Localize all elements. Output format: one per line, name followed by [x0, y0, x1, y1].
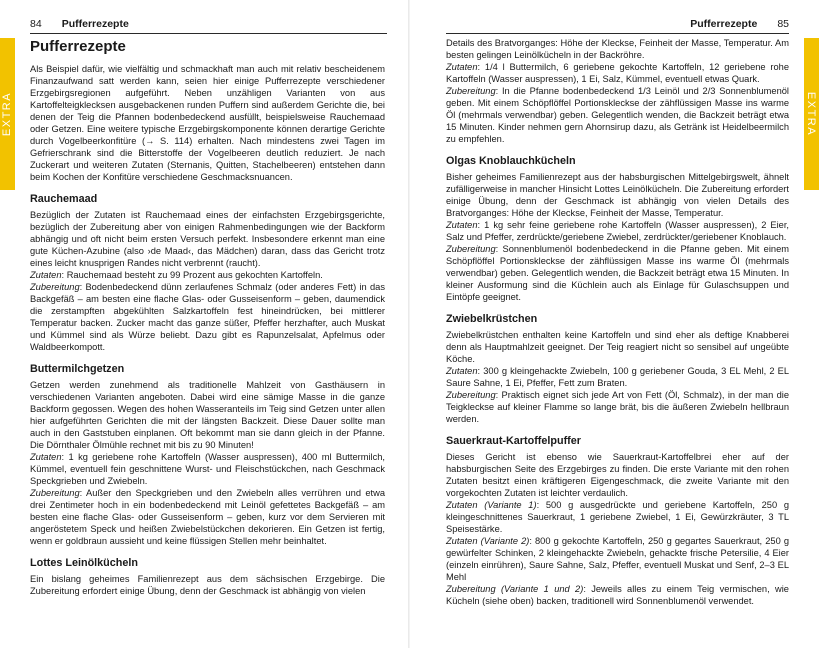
zutaten-variante-1-label: Zutaten (Variante 1)	[446, 500, 537, 510]
sauerkraut-variante-1	[446, 499, 789, 535]
zwiebelkruestchen-zubereitung	[446, 389, 789, 425]
extra-side-tab-left	[0, 38, 15, 190]
section-heading-buttermilchgetzen: Buttermilchgetzen	[30, 363, 125, 375]
header-rule	[30, 33, 387, 34]
page-number: 85	[777, 18, 789, 30]
leinoelkuecheln-zutaten	[446, 61, 789, 85]
section-heading-zwiebelkruestchen: Zwiebelkrüstchen	[446, 313, 538, 325]
zubereitung-label: Zubereitung	[446, 244, 496, 254]
zutaten-variante-1-text: : 500 g ausgedrückte und geriebene Kartoffeln, 250 g kleingeschnittenes Sauerkraut, 1 geriebene Zwiebel, 1 Ei, Gewürzkräuter, 3 TL Speisestärke.	[446, 500, 789, 534]
zubereitung-label: Zubereitung	[446, 86, 496, 96]
zutaten-variante-2-text: : 800 g gekochte Kartoffeln, 250 g gegartes Sauerkraut, 250 g gewürfelter Schinken, 2 kleingehackte Zwiebeln, gehackte frische Petersilie, 4 Eier (einzeln einrühren), Saure Sahne, Salz, Pfeffer, eventuell Muskat und Senf, 2–3 EL Mehl	[446, 536, 789, 582]
zutaten-label: Zutaten	[30, 452, 62, 462]
chapter-title: Pufferrezepte	[30, 38, 126, 55]
running-header-left	[30, 18, 387, 34]
zutaten-text: : Rauchemaad besteht zu 99 Prozent aus gekochten Kartoffeln.	[61, 270, 323, 280]
zwiebelkruestchen-description: Zwiebelkrüstchen enthalten keine Kartoffeln und sind eher als deftige Knabberei denn als Hauptmahlzeit geeignet. Der Teig reagiert nicht so sensibel auf ungeübte Köche.	[446, 330, 789, 364]
olgas-knoblauchkuecheln-zubereitung	[446, 243, 789, 303]
section-heading-lottes-leinoelkuecheln: Lottes Leinölkücheln	[30, 557, 138, 569]
zutaten-label: Zutaten	[446, 366, 478, 376]
rauchemaad-zubereitung	[30, 281, 385, 353]
zutaten-label: Zutaten	[446, 62, 478, 72]
zubereitung-text: : Jeweils alles zu einem Teig vermischen, wie Kücheln (siehe oben) backen, traditionell wird Sonnenblumenöl verwendet.	[446, 584, 789, 606]
left-page-content	[30, 37, 385, 597]
section-heading-olgas-knoblauchkuecheln: Olgas Knoblauchkücheln	[446, 155, 576, 167]
zubereitung-label: Zubereitung	[30, 282, 80, 292]
zubereitung-text: : Sonnenblumenöl bodenbedeckend in die Pfanne geben. Mit einem Schöpflöffel Portionskleckse der zähflüssigen Masse ins warme Öl (mehrmals verwendbar) geben. Gelegentlich wenden, die Backzeit beträgt etwa 15 Minuten. In kleiner Ausformung sind die Küchlein auch als Einlage für Gulaschsuppen und Eintöpfe geeignet.	[446, 244, 789, 302]
zutaten-text: : 1/4 l Buttermilch, 6 geriebene gekochte Kartoffeln, 12 geriebene rohe Kartoffeln (Wasser auspressen), 1 Ei, Salz, Kümmel, eventuell etwas Quark.	[446, 62, 789, 84]
running-head-title: Pufferrezepte	[61, 18, 129, 30]
zubereitung-label: Zubereitung	[30, 488, 80, 498]
intro-paragraph: Als Beispiel dafür, wie vielfältig und schmackhaft man auch mit relativ bescheidenem Finanzaufwand satt werden kann, seien hier einige Pufferrezepte verschiedener Erzgebirgsregionen aufgeführt. Neben unzähligen Varianten von aus Kartoffelteigklecksen ausgebackenen runden Puffern sind außerdem Gerichte die, bei denen der Teig die Pfannen bodenbedeckend ausfüllt, beispielsweise Rauchemaad oder Getzen. Eine weitere typische Erzgebirgskomponente können derartige Gerichte durch Vogelbeerkonfitüre (→ S. 114) erhalten. Nach mindestens zwei Tagen im Gefrierschrank sind die Bitterstoffe der Vogelbeeren deutlich reduziert. Je nach Zuckerart und weiteren Zutaten (Sternanis, Quitten, Stachelbeeren) entstehen dann beim Kochen der Konfitüre verschiedene Geschmacksnuancen.	[30, 64, 385, 182]
rauchemaad-zutaten	[30, 269, 385, 281]
extra-tab-label: EXTRA	[1, 91, 14, 137]
zwiebelkruestchen-zutaten	[446, 365, 789, 389]
leinoelkuecheln-zubereitung	[446, 85, 789, 145]
zutaten-label: Zutaten	[30, 270, 62, 280]
buttermilchgetzen-description: Getzen werden zunehmend als traditionelle Mahlzeit von Gasthäusern in verschiedenen Varianten angeboten. Dabei wird eine sämige Masse in die ganze Backform gegossen. Wegen des hohen Wasseranteils im Teig sind Getzen unter allen hier aufgeführten Gerichten die mit der längsten Backzeit. Diese Dauer sollte man auch in den Gaststuben einplanen. Oft bekommt man sie dann gleich in der Pfanne. Die Dörnthaler Ölmühle rechnet mit bis zu 90 Minuten!	[30, 380, 385, 450]
zutaten-label: Zutaten	[446, 220, 478, 230]
right-page-content	[446, 37, 789, 607]
sauerkraut-zubereitung	[446, 583, 789, 607]
header-rule	[446, 33, 789, 34]
buttermilchgetzen-zubereitung	[30, 487, 385, 547]
leinoelkuecheln-continuation: Details des Bratvorganges: Höhe der Kleckse, Feinheit der Masse, Temperatur. Am besten gelingen Leinölkücheln in der Backröhre.	[446, 38, 789, 60]
section-heading-rauchemaad: Rauchemaad	[30, 193, 98, 205]
sauerkraut-variante-2	[446, 535, 789, 583]
sauerkraut-kartoffelpuffer-description: Dieses Gericht ist ebenso wie Sauerkraut-Kartoffelbrei eher auf der habsburgischen Seite des Erzgebirges zu finden. Die erste Variante mit den rohen Zutaten besitzt einen kräftigeren Eigengeschmack, die zweite Variante mit den vorgekochten Zutaten ist leichter verdaulich.	[446, 452, 789, 498]
rauchemaad-description: Bezüglich der Zutaten ist Rauchemaad eines der einfachsten Erzgebirgsgerichte, bezüglich der Zubereitung aber von einigen Rahmenbedingungen wie der Backform abhängig und oft nicht beim ersten Versuch perfekt. Insbesondere erkennt man eine gute Küchen-Azubine (also ›de Maad‹, das Mädchen) daran, dass das Gericht trotz eines leicht knusprigen Randes nicht verbrennt (raucht).	[30, 210, 385, 268]
left-page	[0, 0, 409, 648]
zutaten-text: : 300 g kleingehackte Zwiebeln, 100 g geriebener Gouda, 3 EL Mehl, 2 EL Saure Sahne, 1 Ei, Pfeffer, Fett zum Braten.	[446, 366, 789, 388]
zubereitung-text: : Außer den Speckgrieben und den Zwiebeln alles verrühren und etwa drei Zentimeter hoch in ein bodenbedeckend mit Leinöl gefettetes Backgefäß – am besten eine flache Glas- oder Gusseisenform – geben, kurz vor dem Servieren mit angeröstetem Speck und heißen Zwiebelstückchen dekorieren. Ein Getzen ist fertig, wenn er goldbraun aussieht und keine flüssigen Stellen mehr beinhaltet.	[30, 488, 385, 546]
buttermilchgetzen-zutaten	[30, 451, 385, 487]
olgas-knoblauchkuecheln-description: Bisher geheimes Familienrezept aus der habsburgischen Mittelgebirgswelt, ähnelt zufälligerweise in mancher Hinsicht Lottes Leinölkücheln. Die Zubereitung erfordert einige Übung, denn der Geschmack ist abhängig von vielen Details des Bratvorganges: Höhe der Kleckse, Feinheit der Masse, Temperatur.	[446, 172, 789, 218]
running-head-title: Pufferrezepte	[690, 18, 758, 30]
zubereitung-label: Zubereitung (Variante 1 und 2)	[446, 584, 584, 594]
extra-tab-label: EXTRA	[805, 91, 818, 137]
zutaten-text: : 1 kg geriebene rohe Kartoffeln (Wasser auspressen), 400 ml Buttermilch, Kümmel, eventuell fein geschnittene Wurst- und Fleischstückchen, nach Geschmack Speckgrieben und Zwiebeln.	[30, 452, 385, 486]
extra-side-tab-right	[804, 38, 819, 190]
running-header-right	[446, 18, 789, 34]
zubereitung-text: : Bodenbedeckend dünn zerlaufenes Schmalz (oder anderes Fett) in das Backgefäß – am besten eine flache Glas- oder Gusseisenform – geben, daumendick die zerstampften abgekühlten Salzkartoffeln fest hineindrücken, bei mittlerer Temperatur backen. Zucker macht das ganze süßer, Pfeffer herzhafter, auch Muskat und Kümmel sind als Würze beliebt. Dazu gibt es Rapunzelsalat, Apfelmus oder Waldbeerkompott.	[30, 282, 385, 352]
section-heading-sauerkraut-kartoffelpuffer: Sauerkraut-Kartoffelpuffer	[446, 435, 581, 447]
right-page	[410, 0, 819, 648]
lottes-leinoelkuecheln-description: Ein bislang geheimes Familienrezept aus dem sächsischen Erzgebirge. Die Zubereitung erfordert einige Übung, denn der Geschmack ist abhängig von vielen	[30, 574, 385, 596]
zubereitung-label: Zubereitung	[446, 390, 496, 400]
zutaten-text: : 1 kg sehr feine geriebene rohe Kartoffeln (Wasser auspressen), 2 Eier, Salz und Pfeffer, zerdrückte/geriebene Zwiebel, zerdrückter/geriebener Knoblauch.	[446, 220, 789, 242]
zutaten-variante-2-label: Zutaten (Variante 2)	[446, 536, 530, 546]
olgas-knoblauchkuecheln-zutaten	[446, 219, 789, 243]
page-number: 84	[30, 18, 42, 30]
zubereitung-text: : Praktisch eignet sich jede Art von Fett (Öl, Schmalz), in der man die Teigkleckse auf kleiner Flamme so lange brät, bis die äußeren Zwiebeln hellbraun werden.	[446, 390, 789, 424]
zubereitung-text: : In die Pfanne bodenbedeckend 1/3 Leinöl und 2/3 Sonnenblumenöl geben. Mit einem Schöpflöffel Portionskleckse der zähflüssigen Masse ins warme Öl (mehrmals verwendbar) geben. Gelegentlich wenden, die Backzeit beträgt etwa 15 Minuten. Kinder nehmen gern Ahornsirup dazu, als Getränk ist Heidelbeermilch zu empfehlen.	[446, 86, 789, 144]
